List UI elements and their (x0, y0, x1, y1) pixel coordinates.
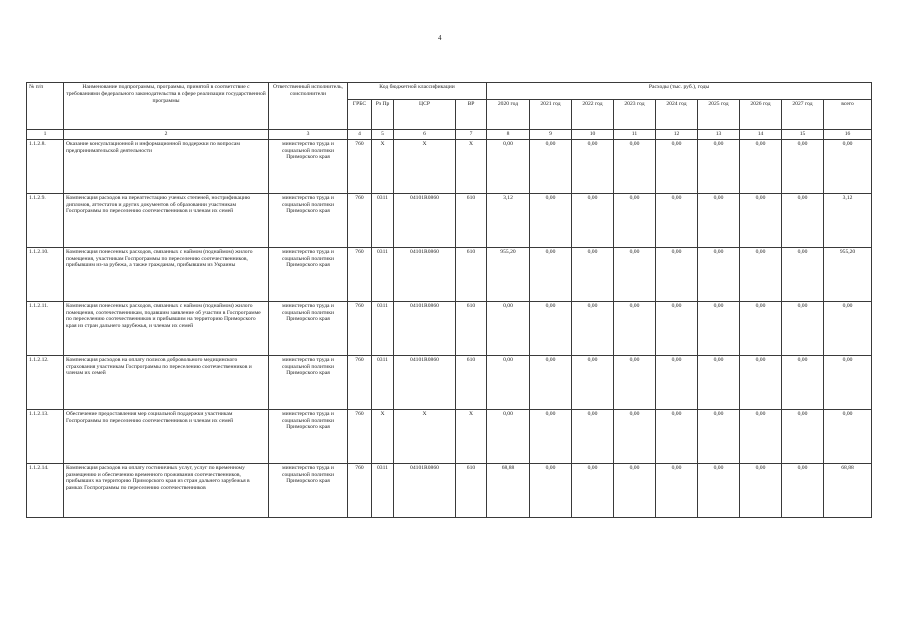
page-number: 4 (438, 34, 442, 42)
header-year-2026: 2026 год (740, 100, 782, 130)
header-total: всего (824, 100, 872, 130)
header-grbs: ГРБС (348, 100, 372, 130)
row-value-2026: 0,00 (740, 193, 782, 247)
row-responsible: министерство труда и социальной политики Приморского края (269, 193, 348, 247)
header-rzpr: Рз Пр (372, 100, 394, 130)
row-responsible: министерство труда и социальной политики Приморского края (269, 409, 348, 463)
header-no: № п/п (27, 83, 64, 130)
column-numbers-row (27, 130, 872, 140)
row-responsible: министерство труда и социальной политики Приморского края (269, 301, 348, 355)
row-value-2025: 0,00 (698, 247, 740, 301)
header-kbk: Код бюджетной классификации (348, 83, 487, 100)
row-value-2022: 0,00 (572, 139, 614, 193)
header-year-2021: 2021 год (530, 100, 572, 130)
row-value-2020: 0,00 (487, 301, 530, 355)
row-number: 1.1.2.8. (27, 139, 64, 193)
row-value-2021: 0,00 (530, 193, 572, 247)
row-number: 1.1.2.9. (27, 193, 64, 247)
table-row (27, 409, 872, 463)
table-row (27, 139, 872, 193)
row-value-total: 0,00 (824, 355, 872, 409)
row-value-2024: 0,00 (656, 409, 698, 463)
row-value-total: 0,00 (824, 139, 872, 193)
row-vr: 610 (456, 301, 487, 355)
column-number: 3 (269, 130, 348, 140)
row-number: 1.1.2.13. (27, 409, 64, 463)
row-number: 1.1.2.14. (27, 463, 64, 517)
row-value-2025: 0,00 (698, 409, 740, 463)
row-name: Компенсация расходов на переаттестацию ученых степеней, нострификацию дипломов, аттестатов и других документов об образовании участникам Госпрограммы по переселению соотечественников и членам их семей (64, 193, 269, 247)
row-value-2024: 0,00 (656, 139, 698, 193)
table-row (27, 355, 872, 409)
row-name: Обеспечение предоставления мер социальной поддержки участникам Госпрограммы по переселению соотечественников и членам их семей (64, 409, 269, 463)
column-number: 2 (64, 130, 269, 140)
row-csr: X (394, 409, 456, 463)
row-value-2022: 0,00 (572, 463, 614, 517)
header-year-2020: 2020 год (487, 100, 530, 130)
row-value-total: 0,00 (824, 301, 872, 355)
row-rzpr: 0311 (372, 193, 394, 247)
column-number: 15 (782, 130, 824, 140)
row-vr: 610 (456, 355, 487, 409)
row-value-2027: 0,00 (782, 193, 824, 247)
row-rzpr: 0311 (372, 247, 394, 301)
column-number: 4 (348, 130, 372, 140)
row-grbs: 760 (348, 409, 372, 463)
row-value-2027: 0,00 (782, 463, 824, 517)
row-value-2021: 0,00 (530, 409, 572, 463)
header-year-2025: 2025 год (698, 100, 740, 130)
row-name: Компенсация понесенных расходов, связанных с наймом (поднаймом) жилого помещения, участникам Госпрограммы по переселению соотечественников, прибывшим из-за рубежа, а также гражданам, прибывшим из Украины (64, 247, 269, 301)
row-value-2024: 0,00 (656, 301, 698, 355)
row-value-2022: 0,00 (572, 193, 614, 247)
row-value-2026: 0,00 (740, 139, 782, 193)
row-value-2023: 0,00 (614, 139, 656, 193)
row-rzpr: 0311 (372, 301, 394, 355)
header-expenses: Расходы (тыс. руб.), годы (487, 83, 872, 100)
row-rzpr: X (372, 409, 394, 463)
row-value-2020: 3,12 (487, 193, 530, 247)
row-value-2020: 0,00 (487, 139, 530, 193)
row-grbs: 760 (348, 301, 372, 355)
row-value-2021: 0,00 (530, 247, 572, 301)
program-expenses-table (26, 82, 872, 518)
row-value-2026: 0,00 (740, 409, 782, 463)
row-value-2025: 0,00 (698, 193, 740, 247)
header-csr: ЦСР (394, 100, 456, 130)
row-value-2021: 0,00 (530, 355, 572, 409)
row-csr: 04101R0860 (394, 355, 456, 409)
row-number: 1.1.2.10. (27, 247, 64, 301)
row-value-total: 3,12 (824, 193, 872, 247)
header-year-2022: 2022 год (572, 100, 614, 130)
row-responsible: министерство труда и социальной политики Приморского края (269, 247, 348, 301)
row-value-2021: 0,00 (530, 301, 572, 355)
row-csr: 04101R0860 (394, 193, 456, 247)
row-value-2023: 0,00 (614, 463, 656, 517)
row-value-2027: 0,00 (782, 301, 824, 355)
row-value-2027: 0,00 (782, 355, 824, 409)
row-value-2027: 0,00 (782, 139, 824, 193)
row-value-2022: 0,00 (572, 355, 614, 409)
row-value-2022: 0,00 (572, 409, 614, 463)
row-value-2021: 0,00 (530, 139, 572, 193)
row-number: 1.1.2.12. (27, 355, 64, 409)
row-vr: 610 (456, 193, 487, 247)
row-value-2023: 0,00 (614, 355, 656, 409)
row-value-2025: 0,00 (698, 139, 740, 193)
row-rzpr: X (372, 139, 394, 193)
row-value-2020: 0,00 (487, 355, 530, 409)
row-vr: X (456, 409, 487, 463)
row-vr: 610 (456, 247, 487, 301)
column-number: 16 (824, 130, 872, 140)
header-responsible: Ответственный исполнитель, соисполнители (269, 83, 348, 130)
table-row (27, 301, 872, 355)
row-rzpr: 0311 (372, 463, 394, 517)
row-value-2027: 0,00 (782, 247, 824, 301)
row-value-2024: 0,00 (656, 463, 698, 517)
row-grbs: 760 (348, 193, 372, 247)
table-row (27, 193, 872, 247)
row-csr: X (394, 139, 456, 193)
header-name: Наименование подпрограммы, программы, принятой в соответствие с требованиями федерального законодательства в сфере реализации государственной программы (64, 83, 269, 130)
column-number: 12 (656, 130, 698, 140)
row-name: Компенсация расходов на оплату гостиничных услуг, услуг по временному размещению и обеспечению временного проживания соотечественников, прибывших на территорию Приморского края из стран дальнего зарубежья в рамках Госпрограммы по переселению соотечественников (64, 463, 269, 517)
row-value-2025: 0,00 (698, 301, 740, 355)
table-row (27, 247, 872, 301)
row-responsible: министерство труда и социальной политики Приморского края (269, 139, 348, 193)
row-value-2025: 0,00 (698, 463, 740, 517)
row-value-2026: 0,00 (740, 247, 782, 301)
row-value-2022: 0,00 (572, 247, 614, 301)
row-value-2027: 0,00 (782, 409, 824, 463)
row-value-2020: 68,88 (487, 463, 530, 517)
table-row (27, 463, 872, 517)
row-vr: X (456, 139, 487, 193)
row-value-total: 0,00 (824, 409, 872, 463)
row-value-total: 955,20 (824, 247, 872, 301)
column-number: 1 (27, 130, 64, 140)
row-vr: 610 (456, 463, 487, 517)
row-name: Компенсация расходов на оплату полисов добровольного медицинского страхования участникам Госпрограммы по переселению соотечественников и членам их семей (64, 355, 269, 409)
row-csr: 04101R0860 (394, 463, 456, 517)
row-value-2024: 0,00 (656, 355, 698, 409)
row-value-2023: 0,00 (614, 193, 656, 247)
row-responsible: министерство труда и социальной политики Приморского края (269, 463, 348, 517)
column-number: 8 (487, 130, 530, 140)
row-grbs: 760 (348, 139, 372, 193)
row-value-2026: 0,00 (740, 301, 782, 355)
column-number: 10 (572, 130, 614, 140)
header-vr: ВР (456, 100, 487, 130)
row-value-2026: 0,00 (740, 355, 782, 409)
header-year-2027: 2027 год (782, 100, 824, 130)
row-name: Компенсация понесенных расходов, связанных с наймом (поднаймом) жилого помещения, соотечественникам, подавшим заявление об участии в Госпрограмме по переселению соотечественников и прибывшим на территорию Приморского края из стран дальнего зарубежья, и членам их семей (64, 301, 269, 355)
row-grbs: 760 (348, 247, 372, 301)
row-rzpr: 0311 (372, 355, 394, 409)
row-value-2021: 0,00 (530, 463, 572, 517)
header-year-2023: 2023 год (614, 100, 656, 130)
row-value-total: 68,88 (824, 463, 872, 517)
column-number: 9 (530, 130, 572, 140)
column-number: 5 (372, 130, 394, 140)
row-csr: 04101R0860 (394, 247, 456, 301)
row-value-2023: 0,00 (614, 409, 656, 463)
row-value-2020: 0,00 (487, 409, 530, 463)
row-csr: 04101R0860 (394, 301, 456, 355)
row-value-2023: 0,00 (614, 247, 656, 301)
row-value-2020: 955,20 (487, 247, 530, 301)
column-number: 6 (394, 130, 456, 140)
row-number: 1.1.2.11. (27, 301, 64, 355)
row-value-2023: 0,00 (614, 301, 656, 355)
row-grbs: 760 (348, 463, 372, 517)
row-name: Оказание консультационной и информационной поддержки по вопросам предпринимательской деятельности (64, 139, 269, 193)
row-responsible: министерство труда и социальной политики Приморского края (269, 355, 348, 409)
header-year-2024: 2024 год (656, 100, 698, 130)
column-number: 11 (614, 130, 656, 140)
row-value-2024: 0,00 (656, 193, 698, 247)
row-value-2024: 0,00 (656, 247, 698, 301)
column-number: 13 (698, 130, 740, 140)
row-grbs: 760 (348, 355, 372, 409)
column-number: 14 (740, 130, 782, 140)
row-value-2022: 0,00 (572, 301, 614, 355)
row-value-2025: 0,00 (698, 355, 740, 409)
column-number: 7 (456, 130, 487, 140)
row-value-2026: 0,00 (740, 463, 782, 517)
